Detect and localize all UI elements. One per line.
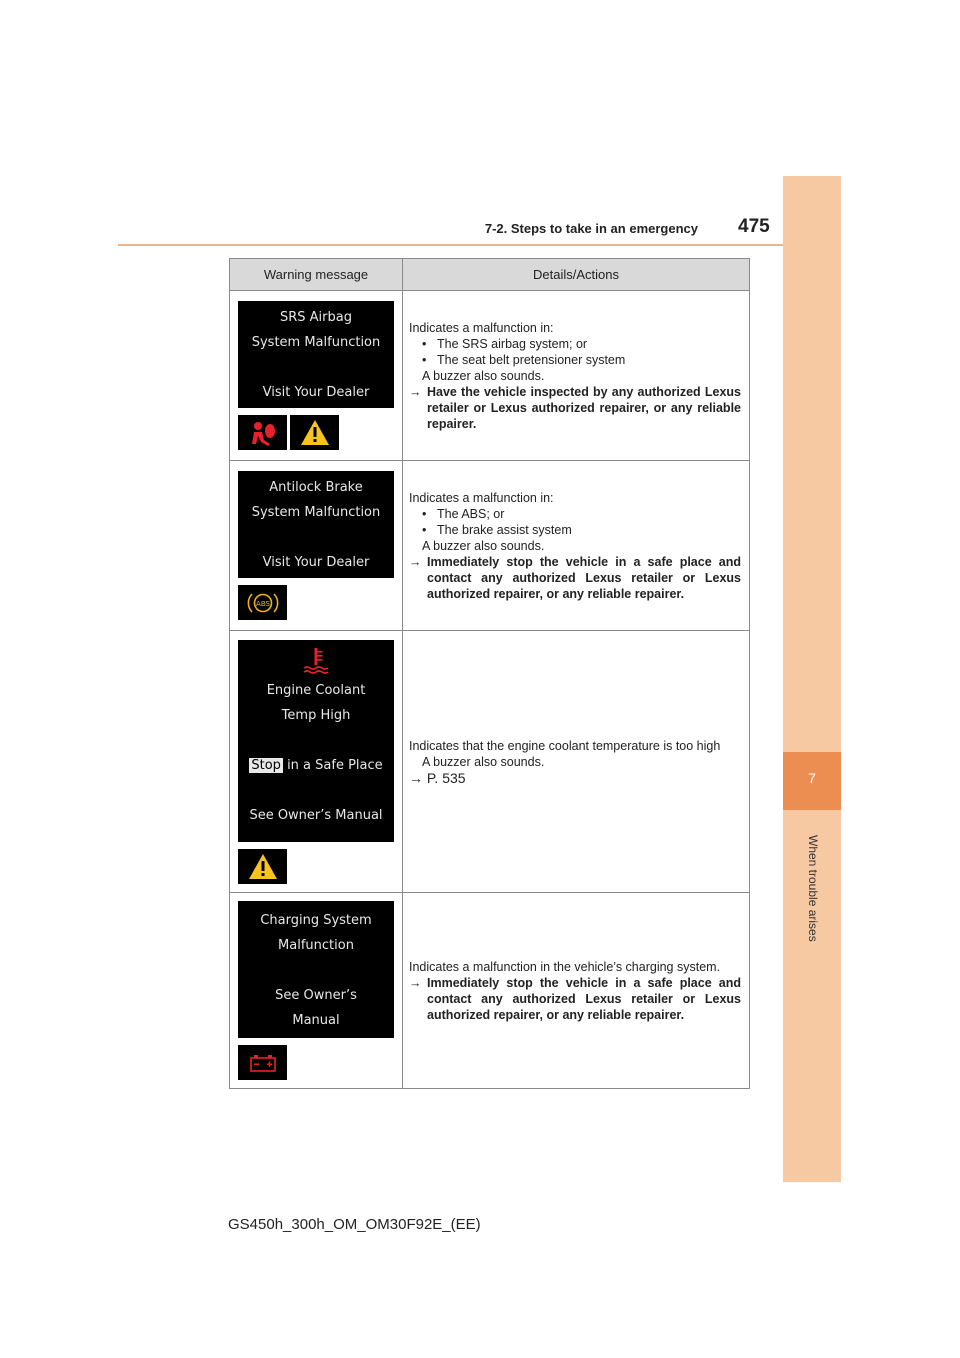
chapter-label: When trouble arises [806,835,820,942]
details-note: A buzzer also sounds. [422,754,545,769]
col-header-details-actions: Details/Actions [403,259,750,291]
table-row [230,631,750,893]
table-row [230,461,750,631]
indicator-icons [238,849,402,884]
details-bullet: • The ABS; or [422,506,505,521]
warning-triangle-icon [290,415,339,450]
display-screen [238,301,394,408]
details-intro: Indicates a malfunction in the vehicle’s charging system. [409,959,721,974]
screen-line: Malfunction [278,938,354,953]
display-screen [238,901,394,1038]
details-intro: Indicates a malfunction in: [409,490,554,505]
details-cell [403,291,750,461]
warning-message-cell [230,291,403,461]
section-title: 7-2. Steps to take in an emergency [484,221,698,236]
details-cell [403,631,750,893]
screen-line: System Malfunction [251,335,381,350]
chapter-number-box [783,752,841,810]
details-note: A buzzer also sounds. [422,368,545,383]
details-intro: Indicates that the engine coolant temperature is too high [409,738,721,753]
warning-message-cell [230,631,403,893]
indicator-icons [238,415,402,450]
stop-highlight: Stop [251,757,281,773]
details-bullet: • The seat belt pretensioner system [422,352,626,367]
airbag-icon [238,415,287,450]
page-reference-link[interactable]: → P. 535 [409,769,466,786]
screen-line: Engine Coolant [266,682,366,698]
display-screen [238,640,394,842]
screen-line: SRS Airbag [280,310,352,325]
battery-icon [238,1045,287,1080]
details-action: → Have the vehicle inspected by any authorized Lexus retailer or Lexus authorized repairer, or any reliable repairer. [409,384,741,431]
details-bullet: • The SRS airbag system; or [422,336,588,351]
screen-line: Visit Your Dealer [262,555,370,570]
header-rule [118,244,783,246]
details-intro: Indicates a malfunction in: [409,320,554,335]
screen-line: Stop in a Safe Place [251,757,383,773]
document-code: GS450h_300h_OM_OM30F92E_(EE) [228,1216,481,1233]
details-bullet: • The brake assist system [422,522,572,537]
screen-line: Antilock Brake [269,480,363,495]
col-header-warning-message: Warning message [230,259,403,291]
coolant-temp-icon [238,646,394,678]
screen-line: See Owner’s [275,988,357,1003]
indicator-icons [238,1045,402,1080]
chapter-number: 7 [808,770,816,786]
indicator-icons [238,585,402,620]
warning-table [229,258,750,1089]
table-row [230,893,750,1089]
details-cell [403,461,750,631]
screen-line: Visit Your Dealer [262,385,370,400]
table-row [230,291,750,461]
warning-message-cell [230,461,403,631]
warning-message-cell [230,893,403,1089]
details-action: → Immediately stop the vehicle in a safe place and contact any authorized Lexus retailer or Lexus authorized repairer, or any reliable repairer. [409,554,741,601]
screen-line: Temp High [281,707,351,723]
screen-line: Charging System [260,913,372,928]
screen-line: Manual [292,1013,340,1028]
details-cell [403,893,750,1089]
display-screen [238,471,394,578]
page-number: 475 [738,216,770,237]
svg-text:ABS: ABS [255,599,270,608]
details-note: A buzzer also sounds. [422,538,545,553]
warning-triangle-icon [238,849,287,884]
chapter-side-tab [783,176,841,1182]
table-header-row [230,259,750,291]
screen-line: System Malfunction [251,505,381,520]
details-action: → Immediately stop the vehicle in a safe place and contact any authorized Lexus retailer or Lexus authorized repairer, or any reliable repairer. [409,975,741,1022]
abs-icon [238,585,287,620]
screen-line: See Owner’s Manual [249,807,383,823]
